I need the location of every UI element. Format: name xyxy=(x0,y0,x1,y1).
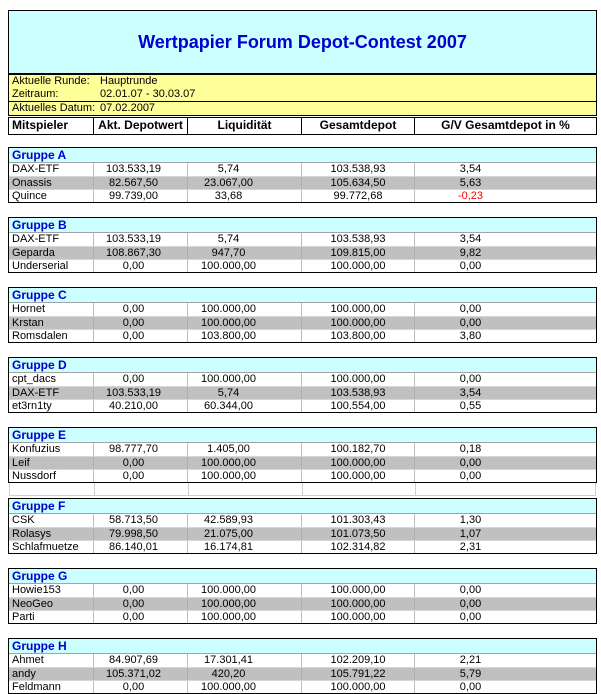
table-row xyxy=(9,189,596,202)
value-cell: 84.907,69 xyxy=(93,654,187,667)
zeitraum-value: 02.01.07 - 30.03.07 xyxy=(100,88,196,100)
empty-cell xyxy=(94,483,188,495)
value-cell: 1,30 xyxy=(414,514,596,527)
page-title: Wertpapier Forum Depot-Contest 2007 xyxy=(138,31,467,52)
value-cell: 100.000,00 xyxy=(301,470,414,482)
table-row xyxy=(9,469,596,482)
player-name: Onassis xyxy=(12,177,52,189)
value-cell: 103.800,00 xyxy=(187,330,301,342)
value-cell: 100.000,00 xyxy=(301,260,414,272)
value-cell: 0,00 xyxy=(93,260,187,272)
value-cell: 5,63 xyxy=(414,177,596,189)
player-name: Ahmet xyxy=(12,654,44,666)
value-cell: 100.182,70 xyxy=(301,443,414,456)
contest-info-box xyxy=(8,74,597,116)
table-row xyxy=(9,246,596,259)
group-box xyxy=(8,498,597,554)
value-cell: 105.634,50 xyxy=(301,177,414,189)
table-row xyxy=(9,514,596,527)
value-cell: 100.000,00 xyxy=(301,317,414,329)
value-cell: 5,74 xyxy=(187,163,301,176)
value-cell: 5,79 xyxy=(414,668,596,680)
value-cell: 0,00 xyxy=(93,598,187,610)
column-header-gv-prozent: G/V Gesamtdepot in % xyxy=(414,118,596,134)
player-name: DAX-ETF xyxy=(12,233,60,245)
value-cell: 21.075,00 xyxy=(187,528,301,540)
value-cell: 0,00 xyxy=(414,260,596,272)
value-cell: 101.303,43 xyxy=(301,514,414,527)
player-name: Schlafmuetze xyxy=(12,541,79,553)
table-row xyxy=(9,667,596,680)
value-cell: 103.533,19 xyxy=(93,163,187,176)
player-name: Konfuzius xyxy=(12,443,61,455)
info-row-datum xyxy=(9,102,596,115)
value-cell: 102.314,82 xyxy=(301,541,414,553)
value-cell: 108.867,30 xyxy=(93,247,187,259)
value-cell: 0,00 xyxy=(414,470,596,482)
group-box xyxy=(8,638,597,694)
player-name: DAX-ETF xyxy=(12,387,60,399)
value-cell: 99.772,68 xyxy=(301,190,414,202)
value-cell: 100.000,00 xyxy=(187,681,301,693)
value-cell: 2,31 xyxy=(414,541,596,553)
group-title: Gruppe F xyxy=(9,499,596,514)
value-cell: 0,00 xyxy=(93,681,187,693)
table-row xyxy=(9,373,596,386)
table-row xyxy=(9,610,596,623)
column-header-depotwert: Akt. Depotwert xyxy=(93,118,187,134)
value-cell: 100.000,00 xyxy=(187,611,301,623)
value-cell: 103.538,93 xyxy=(301,387,414,399)
table-row xyxy=(9,386,596,399)
value-cell: 3,54 xyxy=(414,387,596,399)
value-cell: 60.344,00 xyxy=(187,400,301,412)
groups-container xyxy=(8,147,597,694)
player-name: et3rn1ty xyxy=(12,400,52,412)
player-name: Leif xyxy=(12,457,30,469)
value-cell: 0,00 xyxy=(93,303,187,316)
value-cell: 99.739,00 xyxy=(93,190,187,202)
table-row xyxy=(9,527,596,540)
group-box xyxy=(8,147,597,203)
value-cell: 1.405,00 xyxy=(187,443,301,456)
value-cell: 105.371,02 xyxy=(93,668,187,680)
table-row xyxy=(9,456,596,469)
value-cell: 103.538,93 xyxy=(301,233,414,246)
value-cell: 100.000,00 xyxy=(301,598,414,610)
value-cell: 1,07 xyxy=(414,528,596,540)
table-row xyxy=(9,233,596,246)
value-cell: 103.533,19 xyxy=(93,387,187,399)
value-cell: 16.174,81 xyxy=(187,541,301,553)
value-cell: 3,80 xyxy=(414,330,596,342)
empty-spreadsheet-row xyxy=(9,483,596,496)
value-cell: -0,23 xyxy=(414,190,596,202)
table-row xyxy=(9,680,596,693)
info-section-round-period xyxy=(9,75,596,102)
value-cell: 102.209,10 xyxy=(301,654,414,667)
table-row xyxy=(9,584,596,597)
table-row xyxy=(9,303,596,316)
group-title: Gruppe H xyxy=(9,639,596,654)
value-cell: 100.000,00 xyxy=(301,611,414,623)
empty-cell xyxy=(188,483,302,495)
column-header-gesamtdepot: Gesamtdepot xyxy=(301,118,414,134)
value-cell: 79.998,50 xyxy=(93,528,187,540)
player-name: Hornet xyxy=(12,303,46,315)
value-cell: 5,74 xyxy=(187,387,301,399)
value-cell: 58.713,50 xyxy=(93,514,187,527)
value-cell: 0,00 xyxy=(414,457,596,469)
player-name: Rolasys xyxy=(12,528,52,540)
table-row xyxy=(9,540,596,553)
group-box xyxy=(8,427,597,483)
table-row xyxy=(9,316,596,329)
group-title: Gruppe C xyxy=(9,288,596,303)
empty-cell xyxy=(415,483,595,495)
player-name: Howie153 xyxy=(12,584,61,596)
player-name: CSK xyxy=(12,514,35,526)
info-section-date xyxy=(9,102,596,115)
value-cell: 100.000,00 xyxy=(187,598,301,610)
value-cell: 100.000,00 xyxy=(301,457,414,469)
value-cell: 0,00 xyxy=(414,373,596,386)
value-cell: 33,68 xyxy=(187,190,301,202)
player-name: Underserial xyxy=(12,260,69,272)
table-row xyxy=(9,443,596,456)
value-cell: 0,00 xyxy=(414,681,596,693)
table-row xyxy=(9,329,596,342)
value-cell: 3,54 xyxy=(414,233,596,246)
value-cell: 100.000,00 xyxy=(187,303,301,316)
table-row xyxy=(9,597,596,610)
column-header-liquiditaet: Liquidität xyxy=(187,118,301,134)
runde-label: Aktuelle Runde: xyxy=(12,75,90,87)
value-cell: 100.000,00 xyxy=(187,584,301,597)
value-cell: 105.791,22 xyxy=(301,668,414,680)
player-name: andy xyxy=(12,668,36,680)
runde-value: Hauptrunde xyxy=(100,75,158,87)
value-cell: 0,00 xyxy=(93,457,187,469)
value-cell: 0,00 xyxy=(93,584,187,597)
value-cell: 100.000,00 xyxy=(301,373,414,386)
value-cell: 0,00 xyxy=(93,611,187,623)
table-column-header xyxy=(8,117,597,135)
value-cell: 100.554,00 xyxy=(301,400,414,412)
value-cell: 0,00 xyxy=(414,598,596,610)
value-cell: 947,70 xyxy=(187,247,301,259)
player-name: DAX-ETF xyxy=(12,163,60,175)
datum-value: 07.02.2007 xyxy=(100,102,156,114)
datum-label: Aktuelles Datum: xyxy=(12,102,96,114)
value-cell: 420,20 xyxy=(187,668,301,680)
table-row xyxy=(9,654,596,667)
value-cell: 100.000,00 xyxy=(187,260,301,272)
page-title-banner xyxy=(8,10,597,74)
value-cell: 103.800,00 xyxy=(301,330,414,342)
value-cell: 42.589,93 xyxy=(187,514,301,527)
column-header-mitspieler: Mitspieler xyxy=(12,118,69,132)
value-cell: 9,82 xyxy=(414,247,596,259)
value-cell: 100.000,00 xyxy=(187,457,301,469)
group-title: Gruppe E xyxy=(9,428,596,443)
group-title: Gruppe B xyxy=(9,218,596,233)
value-cell: 86.140,01 xyxy=(93,541,187,553)
value-cell: 100.000,00 xyxy=(301,681,414,693)
group-box xyxy=(8,287,597,343)
value-cell: 0,00 xyxy=(414,611,596,623)
player-name: Feldmann xyxy=(12,681,61,693)
group-box xyxy=(8,357,597,413)
value-cell: 100.000,00 xyxy=(301,584,414,597)
player-name: Nussdorf xyxy=(12,470,57,482)
value-cell: 0,00 xyxy=(93,470,187,482)
value-cell: 23.067,00 xyxy=(187,177,301,189)
group-title: Gruppe A xyxy=(9,148,596,163)
value-cell: 98.777,70 xyxy=(93,443,187,456)
table-row xyxy=(9,176,596,189)
value-cell: 17.301,41 xyxy=(187,654,301,667)
value-cell: 82.567,50 xyxy=(93,177,187,189)
info-row-runde xyxy=(9,75,596,88)
value-cell: 0,00 xyxy=(414,584,596,597)
value-cell: 0,55 xyxy=(414,400,596,412)
empty-cell xyxy=(10,483,94,495)
player-name: Krstan xyxy=(12,317,44,329)
value-cell: 0,00 xyxy=(93,317,187,329)
player-name: Quince xyxy=(12,190,47,202)
player-name: cpt_dacs xyxy=(12,373,57,385)
value-cell: 100.000,00 xyxy=(187,317,301,329)
value-cell: 0,00 xyxy=(93,330,187,342)
info-row-zeitraum xyxy=(9,88,596,101)
table-row xyxy=(9,399,596,412)
zeitraum-label: Zeitraum: xyxy=(12,88,59,100)
value-cell: 100.000,00 xyxy=(301,303,414,316)
group-box xyxy=(8,217,597,273)
value-cell: 5,74 xyxy=(187,233,301,246)
value-cell: 40.210,00 xyxy=(93,400,187,412)
value-cell: 0,18 xyxy=(414,443,596,456)
empty-cell xyxy=(302,483,415,495)
group-title: Gruppe D xyxy=(9,358,596,373)
group-box xyxy=(8,568,597,624)
player-name: Parti xyxy=(12,611,35,623)
value-cell: 3,54 xyxy=(414,163,596,176)
value-cell: 100.000,00 xyxy=(187,373,301,386)
value-cell: 100.000,00 xyxy=(187,470,301,482)
value-cell: 109.815,00 xyxy=(301,247,414,259)
value-cell: 101.073,50 xyxy=(301,528,414,540)
value-cell: 0,00 xyxy=(414,303,596,316)
value-cell: 2,21 xyxy=(414,654,596,667)
player-name: Romsdalen xyxy=(12,330,68,342)
value-cell: 0,00 xyxy=(414,317,596,329)
value-cell: 103.538,93 xyxy=(301,163,414,176)
player-name: NeoGeo xyxy=(12,598,53,610)
player-name: Geparda xyxy=(12,247,55,259)
table-row xyxy=(9,163,596,176)
value-cell: 103.533,19 xyxy=(93,233,187,246)
table-row xyxy=(9,259,596,272)
group-title: Gruppe G xyxy=(9,569,596,584)
value-cell: 0,00 xyxy=(93,373,187,386)
